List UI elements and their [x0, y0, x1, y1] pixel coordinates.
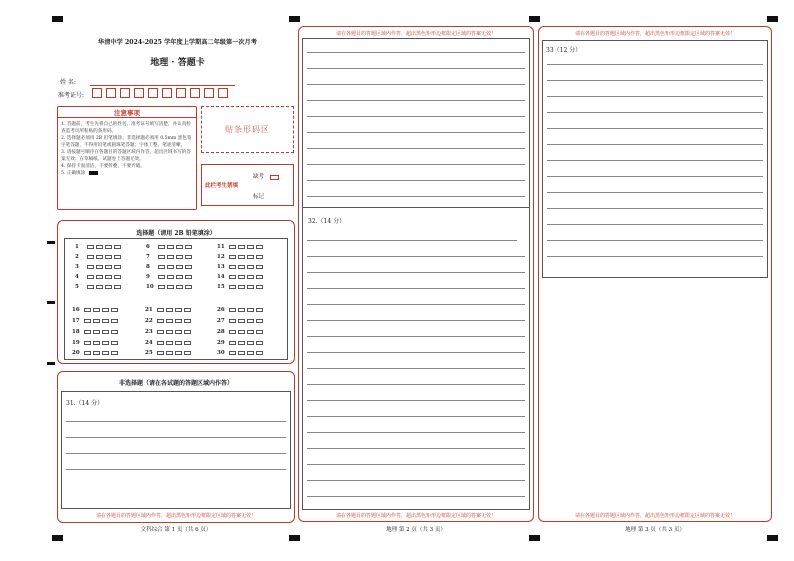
registration-mark-top-center-left [289, 16, 300, 22]
option-bubble[interactable] [158, 245, 165, 249]
option-bubble[interactable] [157, 330, 164, 334]
question-number: 12 [217, 254, 225, 260]
option-bubble[interactable] [105, 265, 112, 269]
answer-line [66, 453, 286, 454]
option-bubble[interactable] [158, 285, 165, 289]
answer-line [307, 164, 525, 165]
choice-row[interactable] [217, 306, 265, 314]
choice-row[interactable] [217, 283, 265, 291]
exam-id-cell[interactable] [106, 88, 116, 98]
option-bubble[interactable] [185, 275, 192, 279]
exam-id-cell[interactable] [204, 88, 214, 98]
absent-mark-text: 标记 [253, 194, 265, 200]
answer-line [547, 96, 763, 97]
registration-mark-top-center-right [529, 16, 540, 22]
option-bubble[interactable] [247, 341, 254, 345]
option-bubble[interactable] [87, 255, 94, 259]
option-bubble[interactable] [185, 285, 192, 289]
option-bubble[interactable] [176, 245, 183, 249]
question-number: 28 [217, 329, 225, 335]
option-bubble[interactable] [247, 330, 254, 334]
question-number: 29 [217, 340, 225, 346]
question-number: 10 [146, 284, 154, 290]
option-bubble[interactable] [105, 275, 112, 279]
side-mark-2 [47, 301, 55, 304]
option-bubble[interactable] [105, 285, 112, 289]
option-bubble[interactable] [184, 319, 191, 323]
option-bubble[interactable] [102, 308, 109, 312]
option-bubble[interactable] [256, 319, 263, 323]
choice-row[interactable] [72, 349, 120, 357]
q32-label: 32.（14 分） [308, 218, 346, 225]
option-bubble[interactable] [229, 330, 236, 334]
choice-row[interactable] [75, 283, 123, 291]
answer-line [66, 421, 286, 422]
side-mark-1 [47, 241, 55, 244]
option-bubble[interactable] [102, 341, 109, 345]
option-bubble[interactable] [247, 308, 254, 312]
option-bubble[interactable] [93, 330, 100, 334]
notice-title-divider [57, 117, 197, 118]
barcode-label: 贴条形码区 [225, 125, 270, 134]
option-bubble[interactable] [238, 330, 245, 334]
answer-line [307, 304, 525, 305]
option-bubble[interactable] [157, 308, 164, 312]
option-bubble[interactable] [111, 330, 118, 334]
option-bubble[interactable] [229, 351, 236, 355]
exam-id-cell[interactable] [148, 88, 158, 98]
q33-answer-area[interactable] [542, 40, 768, 278]
exam-id-cell[interactable] [176, 88, 186, 98]
registration-mark-bottom-right [767, 535, 778, 541]
choice-row[interactable] [217, 339, 265, 347]
choice-row[interactable] [145, 328, 193, 336]
answer-line [547, 256, 763, 257]
choice-row[interactable] [217, 273, 265, 281]
option-bubble[interactable] [114, 245, 121, 249]
option-bubble[interactable] [102, 351, 109, 355]
choice-row[interactable] [75, 243, 123, 251]
warning-text-page2-bottom: 请在各题目的答题区域内作答，超出黑色矩形边框限定区域的答案无效！ [335, 513, 496, 519]
choice-row[interactable] [217, 317, 265, 325]
choice-row[interactable] [217, 253, 265, 261]
option-bubble[interactable] [256, 245, 263, 249]
option-bubble[interactable] [238, 351, 245, 355]
choice-row[interactable] [217, 349, 265, 357]
choice-row[interactable] [145, 339, 193, 347]
answer-line [307, 272, 525, 273]
section-divider [302, 207, 530, 208]
question-number: 30 [217, 350, 225, 356]
question-number: 5 [75, 284, 79, 290]
question-number: 1 [75, 244, 79, 250]
choice-row[interactable] [146, 273, 194, 281]
option-bubble[interactable] [247, 245, 254, 249]
notice-item: 1. 答题前，考生先将自己的姓名、准考证号填写清楚，并认真检查监考员所粘贴的条形码。 [61, 122, 191, 134]
choice-row[interactable] [75, 273, 123, 281]
option-bubble[interactable] [256, 330, 263, 334]
answer-line [547, 64, 763, 65]
choice-row[interactable] [217, 243, 265, 251]
question-number: 7 [146, 254, 150, 260]
option-bubble[interactable] [96, 245, 103, 249]
question-number: 17 [72, 318, 80, 324]
footer-page1: 文科综合 第 1 页（共 6 页） [140, 527, 212, 533]
warning-text-page2-top: 请在各题目的答题区域内作答，超出黑色矩形边框限定区域的答案无效！ [335, 31, 496, 37]
choice-row[interactable] [75, 263, 123, 271]
name-label: 姓 名: [60, 79, 76, 86]
answer-line [547, 240, 763, 241]
choice-row[interactable] [146, 263, 194, 271]
option-bubble[interactable] [256, 285, 263, 289]
q31-label: 31.（14 分） [66, 400, 104, 407]
option-bubble[interactable] [256, 265, 263, 269]
question-number: 4 [75, 274, 79, 280]
choice-row[interactable] [145, 306, 193, 314]
option-bubble[interactable] [175, 341, 182, 345]
option-bubble[interactable] [111, 308, 118, 312]
notice-item: 5. 正确填涂 [61, 170, 195, 177]
notice-item: 4. 保持卡面清洁，不要折叠、不要弄破。 [61, 164, 145, 169]
option-bubble[interactable] [114, 255, 121, 259]
answer-line [66, 469, 286, 470]
choice-row[interactable] [146, 243, 194, 251]
exam-id-cell[interactable] [162, 88, 172, 98]
answer-line [547, 128, 763, 129]
option-bubble[interactable] [238, 255, 245, 259]
question-number: 19 [72, 340, 80, 346]
option-bubble[interactable] [111, 351, 118, 355]
option-bubble[interactable] [229, 319, 236, 323]
option-bubble[interactable] [185, 265, 192, 269]
option-bubble[interactable] [229, 255, 236, 259]
warning-text-page3-top: 请在各题目的答题区域内作答，超出黑色矩形边框限定区域的答案无效！ [574, 31, 735, 37]
option-bubble[interactable] [166, 351, 173, 355]
warning-text-page1: 请在各题目的答题区域内作答，超出黑色矩形边框限定区域的答案无效！ [95, 513, 256, 519]
subject-title: 地理 · 答题卡 [150, 58, 205, 68]
question-number: 9 [146, 274, 150, 280]
q33-label: 33（12 分） [546, 47, 582, 54]
warning-text-page3-bottom: 请在各题目的答题区域内作答，超出黑色矩形边框限定区域的答案无效！ [574, 513, 735, 519]
answer-line [547, 80, 763, 81]
option-bubble[interactable] [93, 341, 100, 345]
option-bubble[interactable] [96, 285, 103, 289]
option-bubble[interactable] [105, 245, 112, 249]
option-bubble[interactable] [184, 341, 191, 345]
option-bubble[interactable] [102, 319, 109, 323]
option-bubble[interactable] [158, 255, 165, 259]
choice-row[interactable] [72, 306, 120, 314]
option-bubble[interactable] [176, 285, 183, 289]
answer-line [547, 176, 763, 177]
option-bubble[interactable] [256, 255, 263, 259]
option-bubble[interactable] [157, 341, 164, 345]
choice-row[interactable] [145, 317, 193, 325]
answer-line [307, 416, 525, 417]
question-number: 15 [217, 284, 225, 290]
option-bubble[interactable] [256, 308, 263, 312]
option-bubble[interactable] [176, 255, 183, 259]
absent-checkbox[interactable] [270, 175, 279, 180]
choice-row[interactable] [72, 339, 120, 347]
option-bubble[interactable] [111, 319, 118, 323]
option-bubble[interactable] [247, 265, 254, 269]
option-bubble[interactable] [184, 351, 191, 355]
question-number: 27 [217, 318, 225, 324]
option-bubble[interactable] [167, 285, 174, 289]
choice-row[interactable] [72, 328, 120, 336]
question-number: 13 [217, 264, 225, 270]
option-bubble[interactable] [158, 265, 165, 269]
exam-id-cell[interactable] [92, 88, 102, 98]
answer-line [547, 224, 763, 225]
answer-line [547, 208, 763, 209]
option-bubble[interactable] [102, 330, 109, 334]
footer-page3: 地理 第 3 页（共 3 页） [625, 527, 685, 533]
answer-line [307, 196, 525, 197]
option-bubble[interactable] [167, 265, 174, 269]
registration-mark-top-left [52, 16, 63, 22]
answer-line [307, 448, 525, 449]
option-bubble[interactable] [167, 255, 174, 259]
question-number: 26 [217, 307, 225, 313]
option-bubble[interactable] [93, 351, 100, 355]
option-bubble[interactable] [229, 285, 236, 289]
answer-line [307, 288, 525, 289]
notice-item: 2. 选择题必须用 2B 铅笔填涂；非选择题必须用 0.5mm 黑色签字笔答题，不得用铅笔或圆珠笔答题；字体工整、笔迹清晰。 [61, 136, 192, 148]
answer-line [307, 480, 525, 481]
answer-line [307, 256, 525, 257]
question-number: 8 [146, 264, 150, 270]
school-title: 华清中学 2024-2025 学年度上学期高二年级第一次月考 [98, 39, 257, 46]
option-bubble[interactable] [166, 308, 173, 312]
question-number: 16 [72, 307, 80, 313]
option-bubble[interactable] [247, 319, 254, 323]
option-bubble[interactable] [256, 275, 263, 279]
answer-line [307, 368, 525, 369]
exam-id-label: 准考证号: [58, 92, 85, 99]
answer-line [547, 112, 763, 113]
question-number: 23 [145, 329, 153, 335]
option-bubble[interactable] [84, 330, 91, 334]
option-bubble[interactable] [229, 341, 236, 345]
question-number: 20 [72, 350, 80, 356]
notice-item: 3. 请按题号顺序在各题目的答题区域内作答，超出区域书写的答案无效；在草稿纸、试题卷上答题无效。 [61, 150, 191, 162]
option-bubble[interactable] [114, 285, 121, 289]
question-number: 2 [75, 254, 79, 260]
option-bubble[interactable] [238, 265, 245, 269]
option-bubble[interactable] [247, 285, 254, 289]
option-bubble[interactable] [96, 265, 103, 269]
footer-page2: 地理 第 2 页（共 3 页） [386, 527, 446, 533]
option-bubble[interactable] [238, 245, 245, 249]
option-bubble[interactable] [87, 285, 94, 289]
answer-line [307, 116, 525, 117]
option-bubble[interactable] [114, 275, 121, 279]
option-bubble[interactable] [166, 319, 173, 323]
q31-answer-area[interactable] [61, 391, 291, 509]
choice-section-title: 选择题（请用 2B 铅笔填涂） [136, 230, 216, 237]
answer-line [307, 464, 525, 465]
option-bubble[interactable] [105, 255, 112, 259]
option-bubble[interactable] [175, 330, 182, 334]
exam-id-cell[interactable] [190, 88, 200, 98]
answer-line [307, 84, 525, 85]
question-number: 24 [145, 340, 153, 346]
question-number: 11 [217, 244, 225, 250]
option-bubble[interactable] [84, 351, 91, 355]
choice-row[interactable] [75, 253, 123, 261]
option-bubble[interactable] [93, 319, 100, 323]
answer-line [307, 400, 525, 401]
choice-row[interactable] [145, 349, 193, 357]
choice-row[interactable] [146, 283, 194, 291]
option-bubble[interactable] [247, 255, 254, 259]
question-number: 14 [217, 274, 225, 280]
nonchoice-section-title: 非选择题（请在各试题的答题区域内作答） [118, 380, 233, 387]
option-bubble[interactable] [185, 255, 192, 259]
answer-line [307, 352, 525, 353]
answer-line [307, 384, 525, 385]
answer-line [547, 160, 763, 161]
answer-line [307, 432, 525, 433]
registration-mark-top-right [767, 16, 778, 22]
answer-line [547, 192, 763, 193]
answer-line [307, 148, 525, 149]
question-number: 18 [72, 329, 80, 335]
option-bubble[interactable] [247, 275, 254, 279]
answer-line [547, 144, 763, 145]
option-bubble[interactable] [157, 319, 164, 323]
choice-row[interactable] [217, 328, 265, 336]
absent-text: 缺考 [253, 174, 265, 180]
option-bubble[interactable] [256, 351, 263, 355]
choice-row[interactable] [217, 263, 265, 271]
option-bubble[interactable] [175, 308, 182, 312]
exam-id-cell[interactable] [218, 88, 228, 98]
registration-mark-bottom-left [52, 535, 63, 541]
option-bubble[interactable] [238, 319, 245, 323]
question-number: 3 [75, 264, 79, 270]
answer-line [307, 180, 525, 181]
exam-id-boxes[interactable] [92, 88, 238, 100]
answer-line [307, 240, 517, 241]
option-bubble[interactable] [96, 255, 103, 259]
exam-id-cell[interactable] [120, 88, 130, 98]
option-bubble[interactable] [247, 351, 254, 355]
option-bubble[interactable] [87, 265, 94, 269]
registration-mark-bottom-center-left [289, 535, 300, 541]
option-bubble[interactable] [176, 275, 183, 279]
question-number: 21 [145, 307, 153, 313]
option-bubble[interactable] [176, 265, 183, 269]
option-bubble[interactable] [87, 275, 94, 279]
answer-line [307, 320, 525, 321]
absent-restriction-label: 此栏考生禁填 [205, 183, 239, 189]
option-bubble[interactable] [238, 275, 245, 279]
option-bubble[interactable] [229, 265, 236, 269]
answer-line [307, 336, 525, 337]
option-bubble[interactable] [87, 245, 94, 249]
option-bubble[interactable] [166, 330, 173, 334]
option-bubble[interactable] [184, 330, 191, 334]
option-bubble[interactable] [184, 308, 191, 312]
answer-line [66, 437, 286, 438]
option-bubble[interactable] [84, 308, 91, 312]
choice-row[interactable] [146, 253, 194, 261]
option-bubble[interactable] [238, 285, 245, 289]
option-bubble[interactable] [238, 308, 245, 312]
name-underline[interactable] [90, 85, 235, 86]
option-bubble[interactable] [84, 319, 91, 323]
option-bubble[interactable] [229, 245, 236, 249]
side-mark-3 [47, 362, 55, 365]
answer-line [307, 100, 525, 101]
notice-title: 注意事项 [114, 109, 140, 117]
option-bubble[interactable] [84, 341, 91, 345]
choice-row[interactable] [72, 317, 120, 325]
answer-line [307, 68, 525, 69]
registration-mark-bottom-center-right [529, 535, 540, 541]
option-bubble[interactable] [229, 275, 236, 279]
option-bubble[interactable] [158, 275, 165, 279]
exam-id-cell[interactable] [134, 88, 144, 98]
option-bubble[interactable] [167, 275, 174, 279]
option-bubble[interactable] [167, 245, 174, 249]
option-bubble[interactable] [114, 265, 121, 269]
option-bubble[interactable] [175, 351, 182, 355]
option-bubble[interactable] [238, 341, 245, 345]
question-number: 22 [145, 318, 153, 324]
q32-answer-area[interactable] [302, 38, 530, 510]
question-number: 6 [146, 244, 150, 250]
option-bubble[interactable] [175, 319, 182, 323]
filled-sample-icon [89, 171, 98, 175]
option-bubble[interactable] [96, 275, 103, 279]
option-bubble[interactable] [229, 308, 236, 312]
question-number: 25 [145, 350, 153, 356]
answer-line [307, 52, 525, 53]
option-bubble[interactable] [185, 245, 192, 249]
option-bubble[interactable] [256, 341, 263, 345]
option-bubble[interactable] [93, 308, 100, 312]
option-bubble[interactable] [166, 341, 173, 345]
answer-line [307, 496, 525, 497]
answer-line [307, 132, 525, 133]
notice-items [61, 121, 195, 177]
option-bubble[interactable] [157, 351, 164, 355]
option-bubble[interactable] [111, 341, 118, 345]
